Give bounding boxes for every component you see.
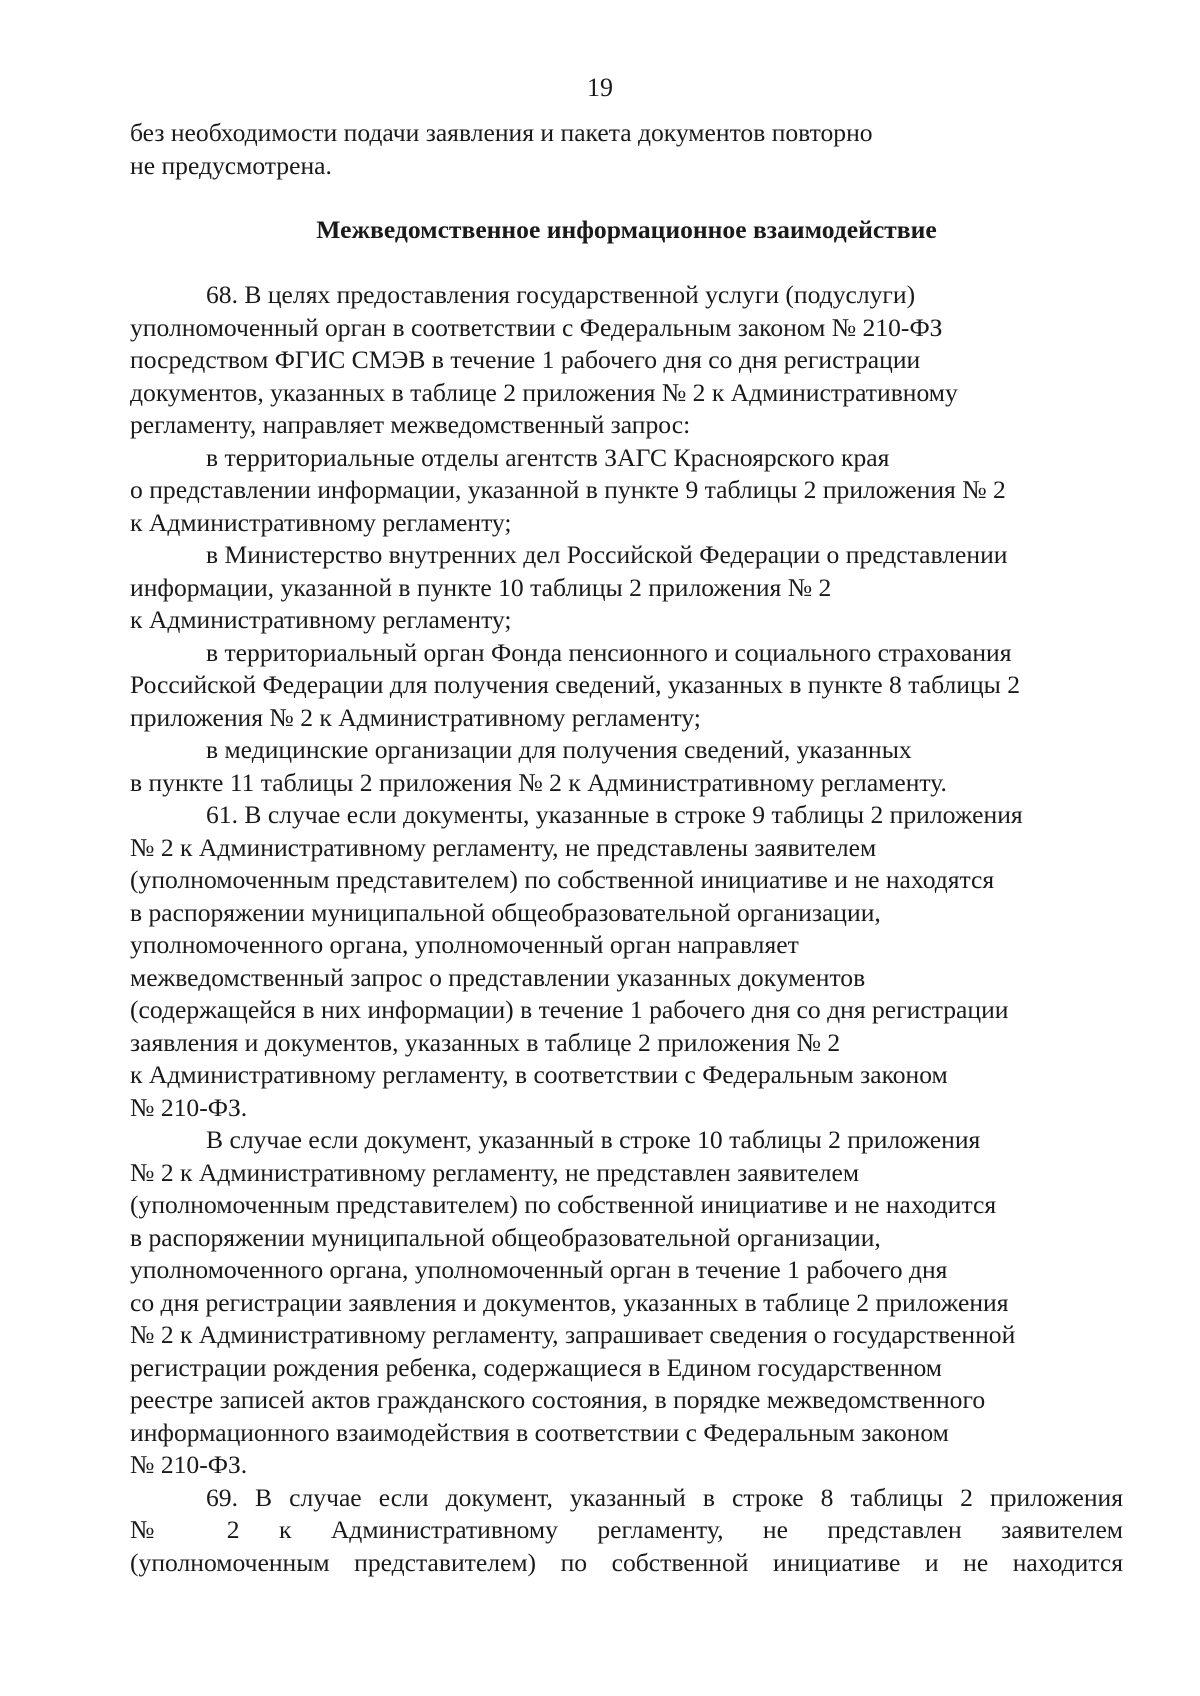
paragraph-69: 69. В случае если документ, указанный в строке 8 таблицы 2 приложения № 2 к Административному регламенту, не представлен заявителем (уполномоченным представителем) по собственной инициативе и не находится xyxy=(130,1482,1123,1577)
paragraph-sfr: в территориальный орган Фонда пенсионного и социального страхования Российской Федерации для получения сведений, указанных в пункте 8 таблицы 2 приложения № 2 к Административному регламенту; xyxy=(130,637,1021,732)
section-heading: Межведомственное информационное взаимодействие xyxy=(316,215,937,244)
main-text-block xyxy=(130,279,1123,1579)
paragraph-61: 61. В случае если документы, указанные в строке 9 таблицы 2 приложения № 2 к Административному регламенту, не представлены заявителем (уполномоченным представителем) по собственной инициативе и не находятся в распоряжении муниципальной общеобразовательной организации, уполномоченного органа, уполномоченный орган направляет межведомственный запрос о представлении указанных документов (содержащейся в них информации) в течение 1 рабочего дня со дня регистрации заявления и документов, указанных в таблице 2 приложения № 2 к Административному регламенту, в соответствии с Федеральным законом № 210-ФЗ. xyxy=(130,800,1023,1122)
paragraph-zags: в территориальные отделы агентств ЗАГС Красноярского края о представлении информации, указанной в пункте 9 таблицы 2 приложения № 2 к Административному регламенту; xyxy=(130,442,1006,537)
paragraph-birth-registration: В случае если документ, указанный в строке 10 таблицы 2 приложения № 2 к Административному регламенту, не представлен заявителем (уполномоченным представителем) по собственной инициативе и не находится в распоряжении муниципальной общеобразовательной организации, уполномоченного органа, уполномоченный орган в течение 1 рабочего дня со дня регистрации заявления и документов, указанных в таблице 2 приложения № 2 к Административному регламенту, запрашивает сведения о государственной регистрации рождения ребенка, содержащиеся в Едином государственном реестре записей актов гражданского состояния, в порядке межведомственного информационного взаимодействия в соответствии с Федеральным законом № 210-ФЗ. xyxy=(130,1125,1016,1479)
paragraph-continuation: без необходимости подачи заявления и пакета документов повторно не предусмотрена. xyxy=(130,118,873,180)
top-text-block xyxy=(130,117,1123,182)
page-number: 19 xyxy=(587,73,613,102)
section-heading-block xyxy=(130,214,1123,247)
paragraph-mvd: в Министерство внутренних дел Российской Федерации о представлении информации, указанной в пункте 10 таблицы 2 приложения № 2 к Административному регламенту; xyxy=(130,540,1008,634)
paragraph-68: 68. В целях предоставления государственной услуги (подуслуги) уполномоченный орган в соответствии с Федеральным законом № 210-ФЗ посредством ФГИС СМЭВ в течение 1 рабочего дня со дня регистрации документов, указанных в таблице 2 приложения № 2 к Административному регламенту, направляет межведомственный запрос: xyxy=(130,280,958,439)
paragraph-medical: в медицинские организации для получения сведений, указанных в пункте 11 таблицы 2 приложения № 2 к Административному регламенту. xyxy=(130,735,947,797)
